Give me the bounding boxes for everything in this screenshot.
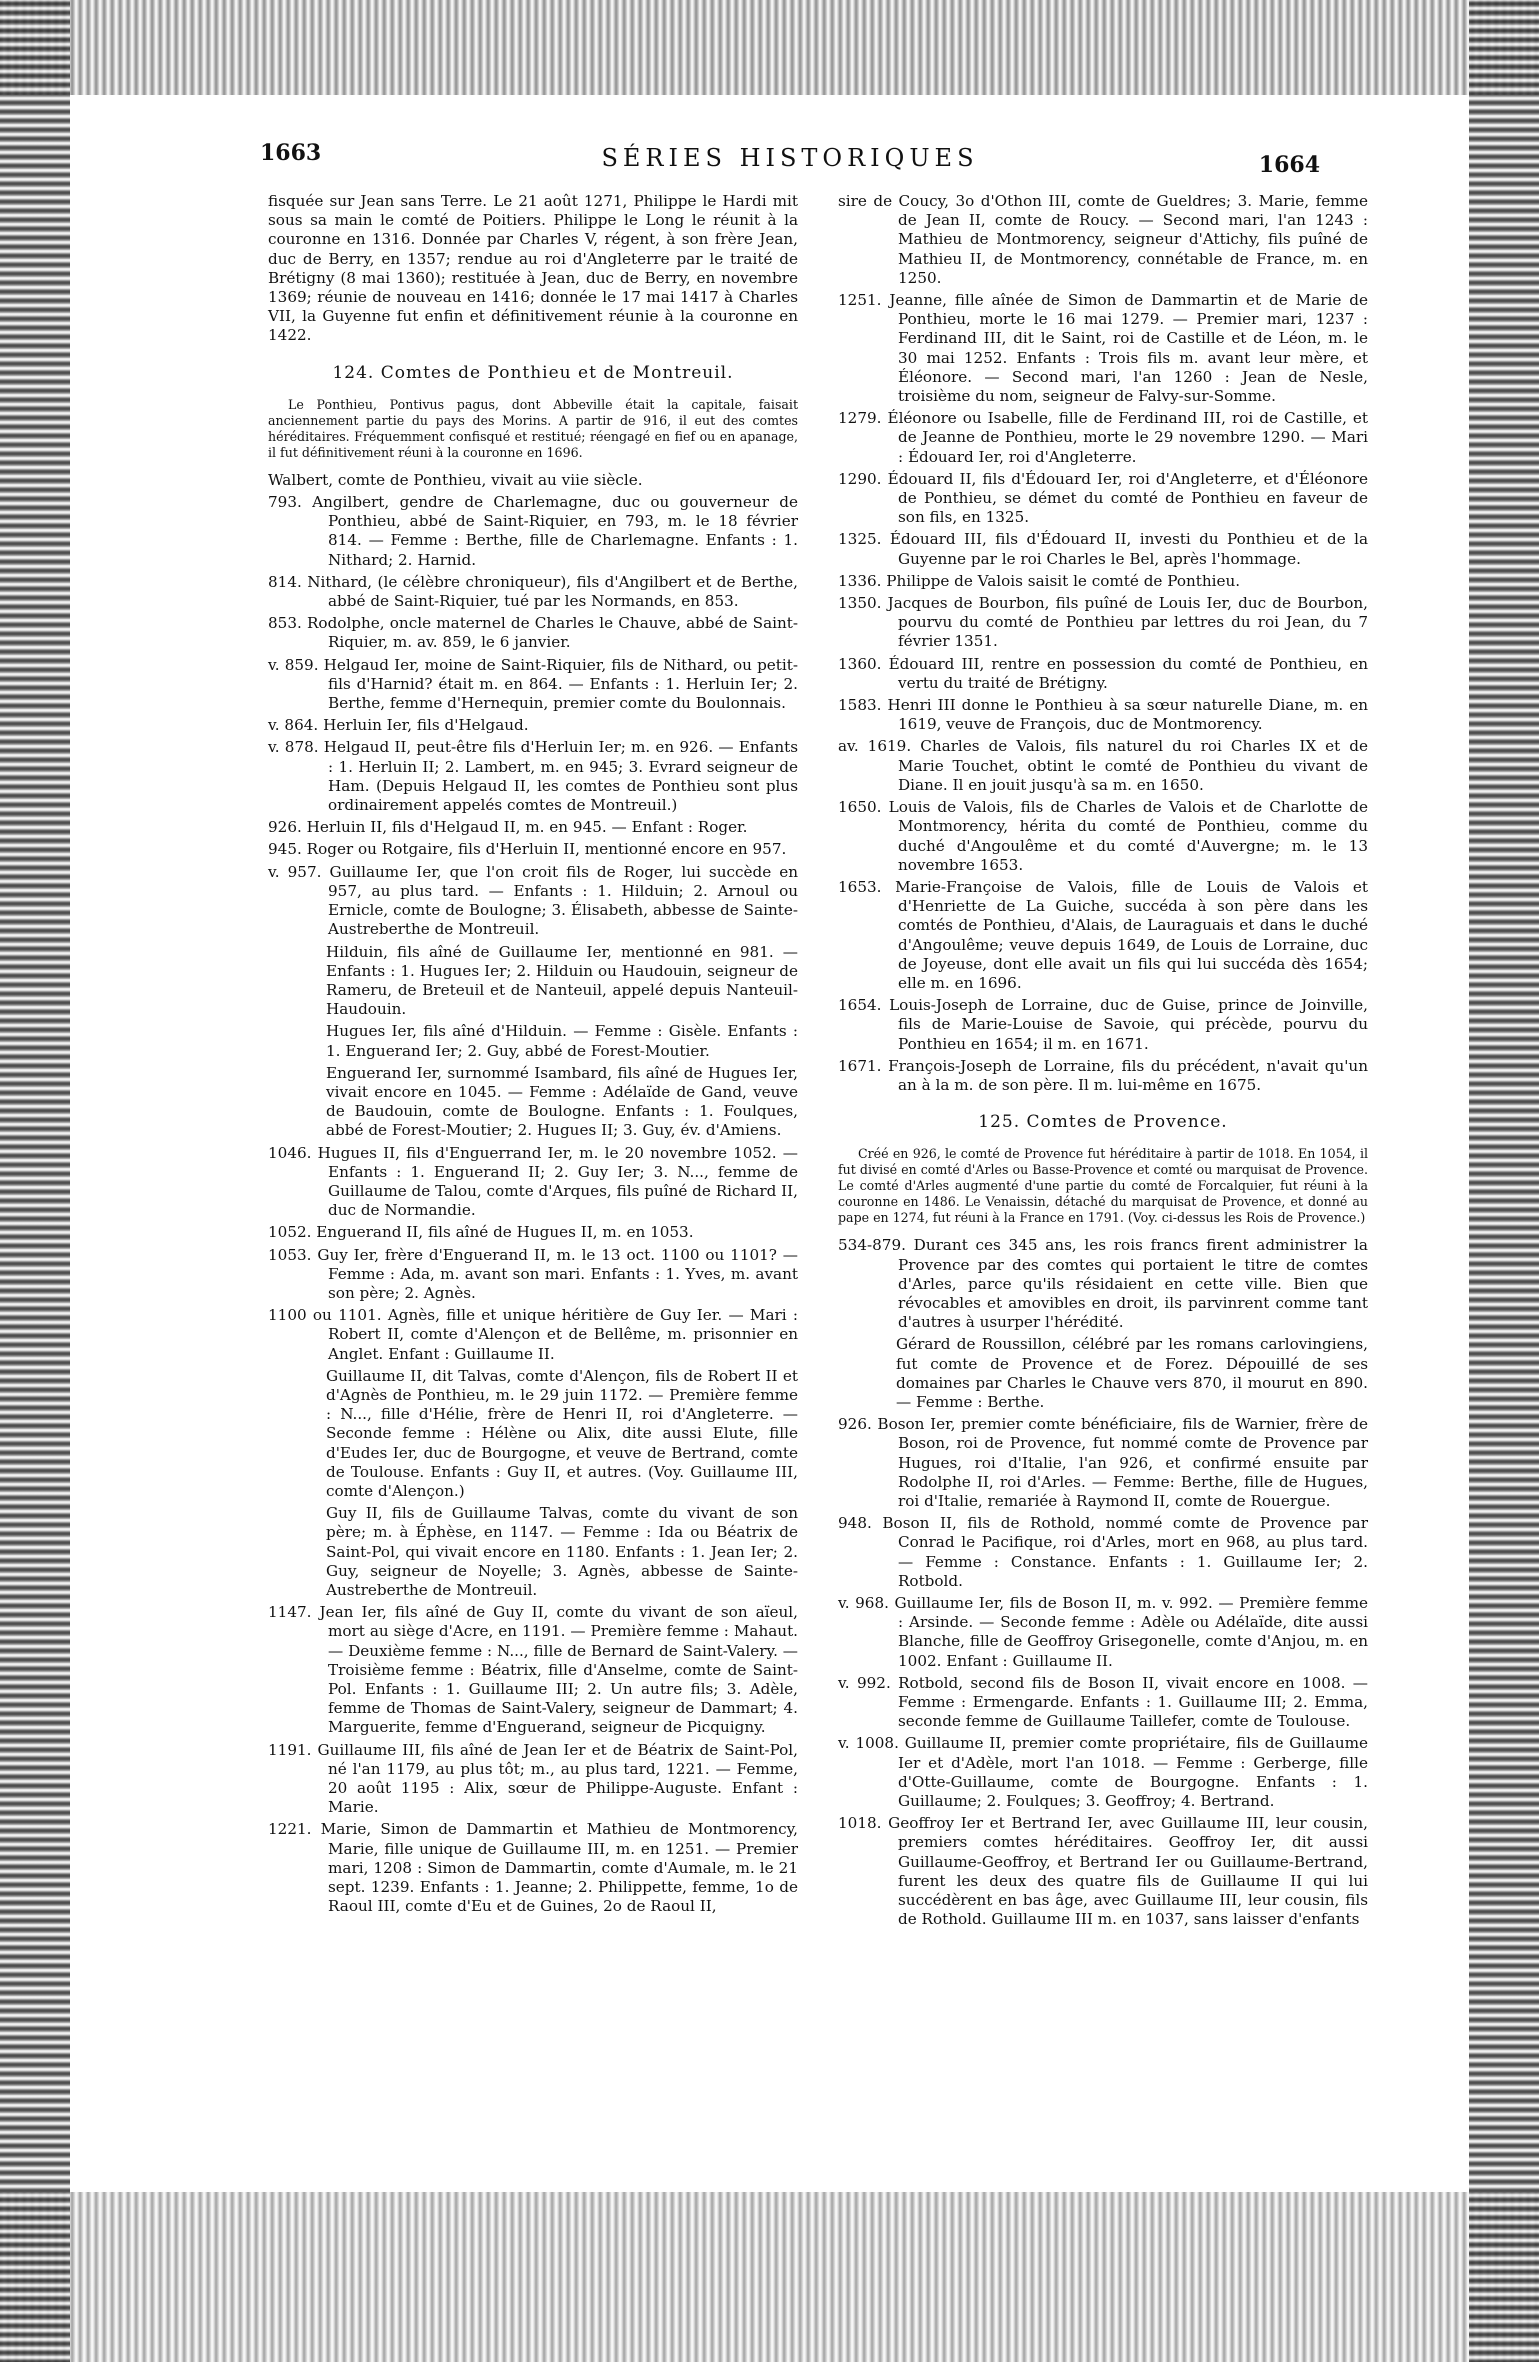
entry: 1290. Édouard II, fils d'Édouard Ier, roi d'Angleterre, et d'Éléonore de Ponthieu, se démet du comté de Ponthieu en faveur de son fils, en 1325. xyxy=(838,469,1368,527)
entry: 1221. Marie, Simon de Dammartin et Mathieu de Montmorency, Marie, fille unique de Guillaume III, m. en 1251. — Premier mari, 1208 : Simon de Dammartin, comte d'Aumale, m. le 21 sept. 1239. Enfants : 1. Jeanne; 2. Philippette, femme, 1o de Raoul III, comte d'Eu et de Guines, 2o de Raoul II, xyxy=(268,1820,798,1916)
entry: 534-879. Durant ces 345 ans, les rois francs firent administrer la Provence par des comtes qui portaient le titre de comtes d'Arles, parce qu'ils résidaient en cette ville. Bien que révocables et amovibles en droit, ils parvinrent comme tant d'autres à usurper l'hérédité. xyxy=(838,1236,1368,1332)
entry: Walbert, comte de Ponthieu, vivait au viie siècle. xyxy=(268,470,643,489)
entry: 1018. Geoffroy Ier et Bertrand Ier, avec Guillaume III, leur cousin, premiers comtes héréditaires. Geoffroy Ier, dit aussi Guillaume-Geoffroy, et Bertrand Ier ou Guillaume-Bertrand, furent les deux des quatre fils de Guillaume II qui lui succédèrent en bas âge, avec Guillaume III, leur cousin, fils de Rothold. Guillaume III m. en 1037, sans laisser d'enfants xyxy=(838,1814,1368,1929)
entry: 1671. François-Joseph de Lorraine, fils du précédent, n'avait qu'un an à la m. de son père. Il m. lui-même en 1675. xyxy=(838,1056,1368,1094)
page-header xyxy=(260,140,1320,180)
section-title-125: 125. Comtes de Provence. xyxy=(978,1112,1228,1133)
entry: 1100 ou 1101. Agnès, fille et unique héritière de Guy Ier. — Mari : Robert II, comte d'Alençon et de Bellême, m. prisonnier en Anglet. Enfant : Guillaume II. xyxy=(268,1306,798,1363)
scan-noise-bottom xyxy=(0,2192,1539,2362)
entry: 814. Nithard, (le célèbre chroniqueur), fils d'Angilbert et de Berthe, abbé de Saint-Riquier, tué par les Normands, en 853. xyxy=(268,572,798,611)
entry: 926. Herluin II, fils d'Helgaud II, m. en 945. — Enfant : Roger. xyxy=(268,818,748,837)
left-column xyxy=(268,192,798,1919)
entry: v. 968. Guillaume Ier, fils de Boson II, m. v. 992. — Première femme : Arsinde. — Seconde femme : Adèle ou Adélaïde, dite aussi Blanche, fille de Geoffroy Grisegonelle, comte d'Anjou, m. en 1002. Enfant : Guillaume II. xyxy=(838,1594,1368,1670)
entry: 1279. Éléonore ou Isabelle, fille de Ferdinand III, roi de Castille, et de Jeanne de Ponthieu, morte le 29 novembre 1290. — Mari : Édouard Ier, roi d'Angleterre. xyxy=(838,409,1368,466)
intro-paragraph: fisquée sur Jean sans Terre. Le 21 août 1271, Philippe le Hardi mit sous sa main le comté de Poitiers. Philippe le Long le réunit à la couronne en 1316. Donnée par Charles V, régent, à son frère Jean, duc de Berry, en 1357; rendue au roi d'Angleterre par le traité de Brétigny (8 mai 1360); restituée à Jean, duc de Berry, en novembre 1369; réunie de nouveau en 1416; donnée le 17 mai 1417 à Charles VII, la Guyenne fut enfin et définitivement réunie à la couronne en 1422. xyxy=(268,192,798,345)
indented-entry: Hugues Ier, fils aîné d'Hilduin. — Femme : Gisèle. Enfants : 1. Enguerand Ier; 2. Guy, abbé de Forest-Moutier. xyxy=(326,1022,798,1060)
scan-noise-top xyxy=(0,0,1539,95)
entry: v. 1008. Guillaume II, premier comte propriétaire, fils de Guillaume Ier et d'Adèle, mort l'an 1018. — Femme : Gerberge, fille d'Otte-Guillaume, comte de Bourgogne. Enfants : 1. Guillaume; 2. Foulques; 3. Geoffroy; 4. Bertrand. xyxy=(838,1734,1368,1811)
page-number-left: 1663 xyxy=(260,140,322,166)
entry: 945. Roger ou Rotgaire, fils d'Herluin II, mentionné encore en 957. xyxy=(268,840,787,859)
section-title-124: 124. Comtes de Ponthieu et de Montreuil. xyxy=(332,362,734,383)
entry: 1325. Édouard III, fils d'Édouard II, investi du Ponthieu et de la Guyenne par le roi Charles le Bel, après l'hommage. xyxy=(838,530,1368,568)
entry: 1191. Guillaume III, fils aîné de Jean Ier et de Béatrix de Saint-Pol, né l'an 1179, au plus tôt; m., au plus tard, 1221. — Femme, 20 août 1195 : Alix, sœur de Philippe-Auguste. Enfant : Marie. xyxy=(268,1740,798,1817)
entry: v. 992. Rotbold, second fils de Boson II, vivait encore en 1008. — Femme : Ermengarde. Enfants : 1. Guillaume III; 2. Emma, seconde femme de Guillaume Taillefer, comte de Toulouse. xyxy=(838,1673,1368,1731)
entry: av. 1619. Charles de Valois, fils naturel du roi Charles IX et de Marie Touchet, obtint le comté de Ponthieu du vivant de Diane. Il en jouit jusqu'à sa m. en 1650. xyxy=(838,737,1368,794)
indented-entry: Guillaume II, dit Talvas, comte d'Alençon, fils de Robert II et d'Agnès de Ponthieu, m. le 29 juin 1172. — Première femme : N..., fille d'Hélie, frère de Henri II, roi d'Angleterre. — Seconde femme : Hélène ou Alix, dite aussi Elute, fille d'Eudes Ier, duc de Bourgogne, et veuve de Bertrand, comte de Toulouse. Enfants : Guy II, et autres. (Voy. Guillaume III, comte d'Alençon.) xyxy=(326,1366,798,1500)
entry: 1053. Guy Ier, frère d'Enguerand II, m. le 13 oct. 1100 ou 1101? — Femme : Ada, m. avant son mari. Enfants : 1. Yves, m. avant son père; 2. Agnès. xyxy=(268,1245,798,1302)
indented-entry: Gérard de Roussillon, célébré par les romans carlovingiens, fut comte de Provence et de Forez. Dépouillé de ses domaines par Charles le Chauve vers 870, il mourut en 890. — Femme : Berthe. xyxy=(896,1335,1368,1411)
entry: 1251. Jeanne, fille aînée de Simon de Dammartin et de Marie de Ponthieu, morte le 16 mai 1279. — Premier mari, 1237 : Ferdinand III, dit le Saint, roi de Castille et de Léon, m. le 30 mai 1252. Enfants : Trois fils m. avant leur mère, et Éléonore. — Second mari, l'an 1260 : Jean de Nesle, troisième du nom, seigneur de Falvy-sur-Somme. xyxy=(838,291,1368,406)
running-title: SÉRIES HISTORIQUES xyxy=(601,144,979,172)
entry: 1052. Enguerand II, fils aîné de Hugues II, m. en 1053. xyxy=(268,1223,694,1242)
indented-entry: Guy II, fils de Guillaume Talvas, comte du vivant de son père; m. à Éphèse, en 1147. — Femme : Ida ou Béatrix de Saint-Pol, qui vivait encore en 1180. Enfants : 1. Jean Ier; 2. Guy, seigneur de Noyelle; 3. Agnès, abbesse de Sainte-Austreberthe de Montreuil. xyxy=(326,1504,798,1599)
entry: v. 859. Helgaud Ier, moine de Saint-Riquier, fils de Nithard, ou petit-fils d'Harnid? était m. en 864. — Enfants : 1. Herluin Ier; 2. Berthe, femme d'Hernequin, premier comte du Boulonnais. xyxy=(268,655,798,713)
indented-entry: Enguerand Ier, surnommé Isambard, fils aîné de Hugues Ier, vivait encore en 1045. — Femme : Adélaïde de Gand, veuve de Baudouin, comte de Boulogne. Enfants : 1. Foulques, abbé de Forest-Moutier; 2. Hugues II; 3. Guy, év. d'Amiens. xyxy=(326,1063,798,1140)
entry: 1360. Édouard III, rentre en possession du comté de Ponthieu, en vertu du traité de Brétigny. xyxy=(838,654,1368,692)
entry: 853. Rodolphe, oncle maternel de Charles le Chauve, abbé de Saint-Riquier, m. av. 859, le 6 janvier. xyxy=(268,614,798,652)
scan-noise-right xyxy=(1469,0,1539,2362)
entry: 1653. Marie-Françoise de Valois, fille de Louis de Valois et d'Henriette de La Guiche, succéda à son père dans les comtés de Ponthieu, d'Alais, de Lauraguais et dans le duché d'Angoulême; veuve depuis 1649, de Louis de Lorraine, duc de Joyeuse, dont elle avait un fils qui lui succéda dès 1654; elle m. en 1696. xyxy=(838,877,1368,992)
entry: 948. Boson II, fils de Rothold, nommé comte de Provence par Conrad le Pacifique, roi d'Arles, mort en 968, au plus tard. — Femme : Constance. Enfants : 1. Guillaume Ier; 2. Rotbold. xyxy=(838,1514,1368,1590)
section-intro-124: Le Ponthieu, Pontivus pagus, dont Abbeville était la capitale, faisait anciennement partie du pays des Morins. A partir de 916, il eut des comtes héréditaires. Fréquemment confisqué et restitué; réengagé en fief ou en apanage, il fut définitivement réuni à la couronne en 1696. xyxy=(268,396,798,460)
entry: 1654. Louis-Joseph de Lorraine, duc de Guise, prince de Joinville, fils de Marie-Louise de Savoie, qui précède, pourvu du Ponthieu en 1654; il m. en 1671. xyxy=(838,996,1368,1053)
entry: 1336. Philippe de Valois saisit le comté de Ponthieu. xyxy=(838,571,1241,590)
entry: v. 864. Herluin Ier, fils d'Helgaud. xyxy=(268,716,529,735)
entry: 1147. Jean Ier, fils aîné de Guy II, comte du vivant de son aïeul, mort au siège d'Acre, en 1191. — Première femme : Mahaut. — Deuxième femme : N..., fille de Bernard de Saint-Valery. — Troisième femme : Béatrix, fille d'Anselme, comte de Saint-Pol. Enfants : 1. Guillaume III; 2. Un autre fils; 3. Adèle, femme de Thomas de Saint-Valery, seigneur de Dammart; 4. Marguerite, femme d'Enguerand, seigneur de Picquigny. xyxy=(268,1603,798,1737)
entry: sire de Coucy, 3o d'Othon III, comte de Gueldres; 3. Marie, femme de Jean II, comte de Roucy. — Second mari, l'an 1243 : Mathieu de Montmorency, seigneur d'Attichy, fils puîné de Mathieu II, de Montmorency, connétable de France, m. en 1250. xyxy=(838,192,1368,287)
entry: 1046. Hugues II, fils d'Enguerrand Ier, m. le 20 novembre 1052. — Enfants : 1. Enguerand II; 2. Guy Ier; 3. N..., femme de Guillaume de Talou, comte d'Arques, fils puîné de Richard II, duc de Normandie. xyxy=(268,1143,798,1220)
scan-noise-left xyxy=(0,0,70,2362)
entry: 1650. Louis de Valois, fils de Charles de Valois et de Charlotte de Montmorency, hérita du comté de Ponthieu, comme du duché d'Angoulême et du comté d'Auvergne; m. le 13 novembre 1653. xyxy=(838,798,1368,874)
section-intro-125: Créé en 926, le comté de Provence fut héréditaire à partir de 1018. En 1054, il fut divisé en comté d'Arles ou Basse-Provence et comté ou marquisat de Provence. Le comté d'Arles augmenté d'une partie du comté de Forcalquier, fut réuni à la couronne en 1486. Le Venaissin, détaché du marquisat de Provence, et donné au pape en 1274, fut réuni à la France en 1791. (Voy. ci-dessus les Rois de Provence.) xyxy=(838,1146,1368,1226)
indented-entry: Hilduin, fils aîné de Guillaume Ier, mentionné en 981. — Enfants : 1. Hugues Ier; 2. Hilduin ou Haudouin, seigneur de Rameru, de Breteuil et de Nanteuil, appelé depuis Nanteuil-Haudouin. xyxy=(326,942,798,1019)
entry: v. 878. Helgaud II, peut-être fils d'Herluin Ier; m. en 926. — Enfants : 1. Herluin II; 2. Lambert, m. en 945; 3. Evrard seigneur de Ham. (Depuis Helgaud II, les comtes de Ponthieu sont plus ordinairement appelés comtes de Montreuil.) xyxy=(268,738,798,815)
entry: 1583. Henri III donne le Ponthieu à sa sœur naturelle Diane, m. en 1619, veuve de François, duc de Montmorency. xyxy=(838,696,1368,734)
right-column xyxy=(838,192,1368,1932)
entry: 1350. Jacques de Bourbon, fils puîné de Louis Ier, duc de Bourbon, pourvu du comté de Ponthieu par lettres du roi Jean, du 7 février 1351. xyxy=(838,594,1368,651)
page-number-right: 1664 xyxy=(1258,152,1320,178)
entry: v. 957. Guillaume Ier, que l'on croit fils de Roger, lui succède en 957, au plus tard. — Enfants : 1. Hilduin; 2. Arnoul ou Ernicle, comte de Boulogne; 3. Élisabeth, abbesse de Sainte-Austreberthe de Montreuil. xyxy=(268,862,798,939)
entry: 926. Boson Ier, premier comte bénéficiaire, fils de Warnier, frère de Boson, roi de Provence, fut nommé comte de Provence par Hugues, roi d'Italie, l'an 926, et confirmé ensuite par Rodolphe II, roi d'Arles. — Femme: Berthe, fille de Hugues, roi d'Italie, remariée à Raymond II, comte de Rouergue. xyxy=(838,1415,1368,1510)
entry: 793. Angilbert, gendre de Charlemagne, duc ou gouverneur de Ponthieu, abbé de Saint-Riquier, en 793, m. le 18 février 814. — Femme : Berthe, fille de Charlemagne. Enfants : 1. Nithard; 2. Harnid. xyxy=(268,493,798,569)
